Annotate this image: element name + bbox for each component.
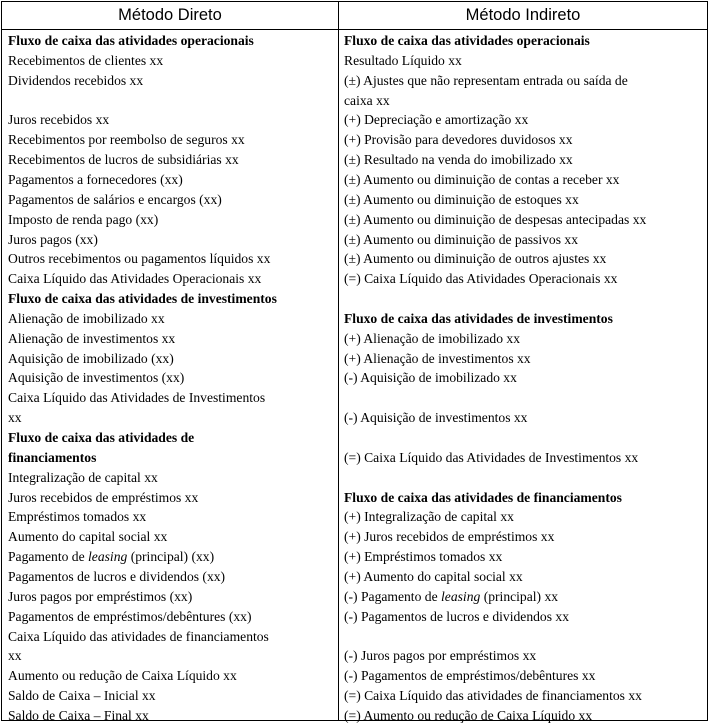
direct-method-line: Alienação de imobilizado xx xyxy=(8,310,165,326)
indirect-method-line: (±) Aumento ou diminuição de passivos xx xyxy=(344,231,578,247)
indirect-method-line: (=) Caixa Líquido das Atividades Operacionais xx xyxy=(344,271,618,287)
direct-method-line: Saldo de Caixa – Inicial xx xyxy=(8,688,156,704)
direct-method-line: Aquisição de imobilizado (xx) xyxy=(8,350,174,366)
direct-method-line: xx xyxy=(8,410,22,426)
header-indirect-method: Método Indireto xyxy=(465,6,581,24)
direct-method-line: Empréstimos tomados xx xyxy=(8,509,147,525)
text-segment: (principal) xx xyxy=(480,588,559,604)
text-segment: (-) Pagamento de xyxy=(344,588,442,604)
indirect-method-line: (=) Aumento ou redução de Caixa Líquido xx xyxy=(344,707,593,723)
text-segment: (principal) (xx) xyxy=(127,549,215,565)
direct-method-line: Pagamentos a fornecedores (xx) xyxy=(8,171,183,187)
indirect-method-line: (+) Alienação de imobilizado xx xyxy=(344,330,521,346)
header-direct-method: Método Direto xyxy=(2,2,339,29)
direct-method-line: Pagamentos de salários e encargos (xx) xyxy=(8,191,222,207)
indirect-method-line: Resultado Líquido xx xyxy=(344,52,462,68)
direct-method-line: xx xyxy=(8,648,22,664)
text-segment: Pagamento de xyxy=(8,549,89,565)
direct-method-line: Integralização de capital xx xyxy=(8,469,158,485)
direct-method-line: Fluxo de caixa das atividades operacionais xyxy=(8,33,254,48)
indirect-method-line: (+) Empréstimos tomados xx xyxy=(344,549,503,565)
cash-flow-comparison-table xyxy=(1,1,708,721)
direct-method-line: Aumento ou redução de Caixa Líquido xx xyxy=(8,668,237,684)
direct-method-line: Fluxo de caixa das atividades de investimentos xyxy=(8,291,277,307)
direct-method-line: Saldo de Caixa – Final xx xyxy=(8,707,149,723)
direct-method-line: Recebimentos de clientes xx xyxy=(8,52,164,68)
indirect-method-line: (=) Caixa Líquido das Atividades de Investimentos xx xyxy=(344,449,639,465)
italic-term: leasing xyxy=(88,549,128,565)
direct-method-line: Imposto de renda pago (xx) xyxy=(8,211,159,227)
indirect-method-line: (±) Aumento ou diminuição de contas a receber xx xyxy=(344,171,620,187)
indirect-method-line: (-) Aquisição de imobilizado xx xyxy=(344,370,517,386)
direct-method-line: Caixa Líquido das Atividades Operacionais xx xyxy=(8,271,262,287)
indirect-method-line xyxy=(344,388,703,408)
indirect-method-line: (-) Aquisição de investimentos xx xyxy=(344,410,528,426)
indirect-method-line: Fluxo de caixa das atividades de investimentos xyxy=(344,310,613,326)
indirect-method-line: (+) Juros recebidos de empréstimos xx xyxy=(344,529,555,545)
indirect-method-line: caixa xx xyxy=(344,92,390,108)
indirect-method-line: (+) Provisão para devedores duvidosos xx xyxy=(344,132,573,148)
direct-method-line: Outros recebimentos ou pagamentos líquidos xx xyxy=(8,251,271,267)
indirect-method-line xyxy=(344,289,703,309)
direct-method-line: Juros recebidos de empréstimos xx xyxy=(8,489,199,505)
direct-method-line: Pagamentos de lucros e dividendos (xx) xyxy=(8,568,226,584)
indirect-method-line: (=) Caixa Líquido das atividades de financiamentos xx xyxy=(344,688,642,704)
indirect-method-line xyxy=(344,468,703,488)
italic-term: leasing xyxy=(441,588,481,604)
indirect-method-column xyxy=(339,30,707,723)
indirect-method-line: (+) Integralização de capital xx xyxy=(344,509,514,525)
indirect-method-line xyxy=(344,587,703,607)
direct-method-line: Dividendos recebidos xx xyxy=(8,72,144,88)
table-header-row xyxy=(2,2,707,30)
indirect-method-line xyxy=(344,627,703,647)
direct-method-line: Juros recebidos xx xyxy=(8,112,110,128)
indirect-method-line: (±) Ajustes que não representam entrada ou saída de xyxy=(344,72,628,88)
indirect-method-line: (-) Juros pagos por empréstimos xx xyxy=(344,648,537,664)
direct-method-column xyxy=(2,30,339,723)
direct-method-line xyxy=(8,91,334,111)
direct-method-line: Caixa Líquido das atividades de financiamentos xyxy=(8,628,269,644)
indirect-method-line: (±) Resultado na venda do imobilizado xx xyxy=(344,152,573,168)
table-body xyxy=(2,30,707,723)
indirect-method-line: (±) Aumento ou diminuição de outros ajustes xx xyxy=(344,251,607,267)
indirect-method-line: (±) Aumento ou diminuição de estoques xx xyxy=(344,191,579,207)
indirect-method-line: (+) Alienação de investimentos xx xyxy=(344,350,531,366)
indirect-method-line: (+) Aumento do capital social xx xyxy=(344,568,523,584)
indirect-method-line xyxy=(344,428,703,448)
direct-method-line: Recebimentos por reembolso de seguros xx xyxy=(8,132,245,148)
direct-method-line: Juros pagos por empréstimos (xx) xyxy=(8,588,193,604)
indirect-method-line: (±) Aumento ou diminuição de despesas antecipadas xx xyxy=(344,211,647,227)
direct-method-line: Recebimentos de lucros de subsidiárias xx xyxy=(8,152,239,168)
indirect-method-line: (+) Depreciação e amortização xx xyxy=(344,112,529,128)
direct-method-line: Aumento do capital social xx xyxy=(8,529,168,545)
direct-method-line: Alienação de investimentos xx xyxy=(8,330,176,346)
direct-method-line: financiamentos xyxy=(8,449,97,465)
direct-method-line: Fluxo de caixa das atividades de xyxy=(8,430,195,445)
indirect-method-line: (-) Pagamentos de empréstimos/debêntures xx xyxy=(344,668,596,684)
direct-method-line xyxy=(8,547,334,567)
indirect-method-line: Fluxo de caixa das atividades operacionais xyxy=(344,33,590,48)
direct-method-line: Pagamentos de empréstimos/debêntures (xx) xyxy=(8,608,252,624)
indirect-method-line: (-) Pagamentos de lucros e dividendos xx xyxy=(344,608,570,624)
direct-method-line: Juros pagos (xx) xyxy=(8,231,98,247)
direct-method-line: Caixa Líquido das Atividades de Investimentos xyxy=(8,390,266,406)
indirect-method-line: Fluxo de caixa das atividades de financiamentos xyxy=(344,489,622,505)
direct-method-line: Aquisição de investimentos (xx) xyxy=(8,370,185,386)
